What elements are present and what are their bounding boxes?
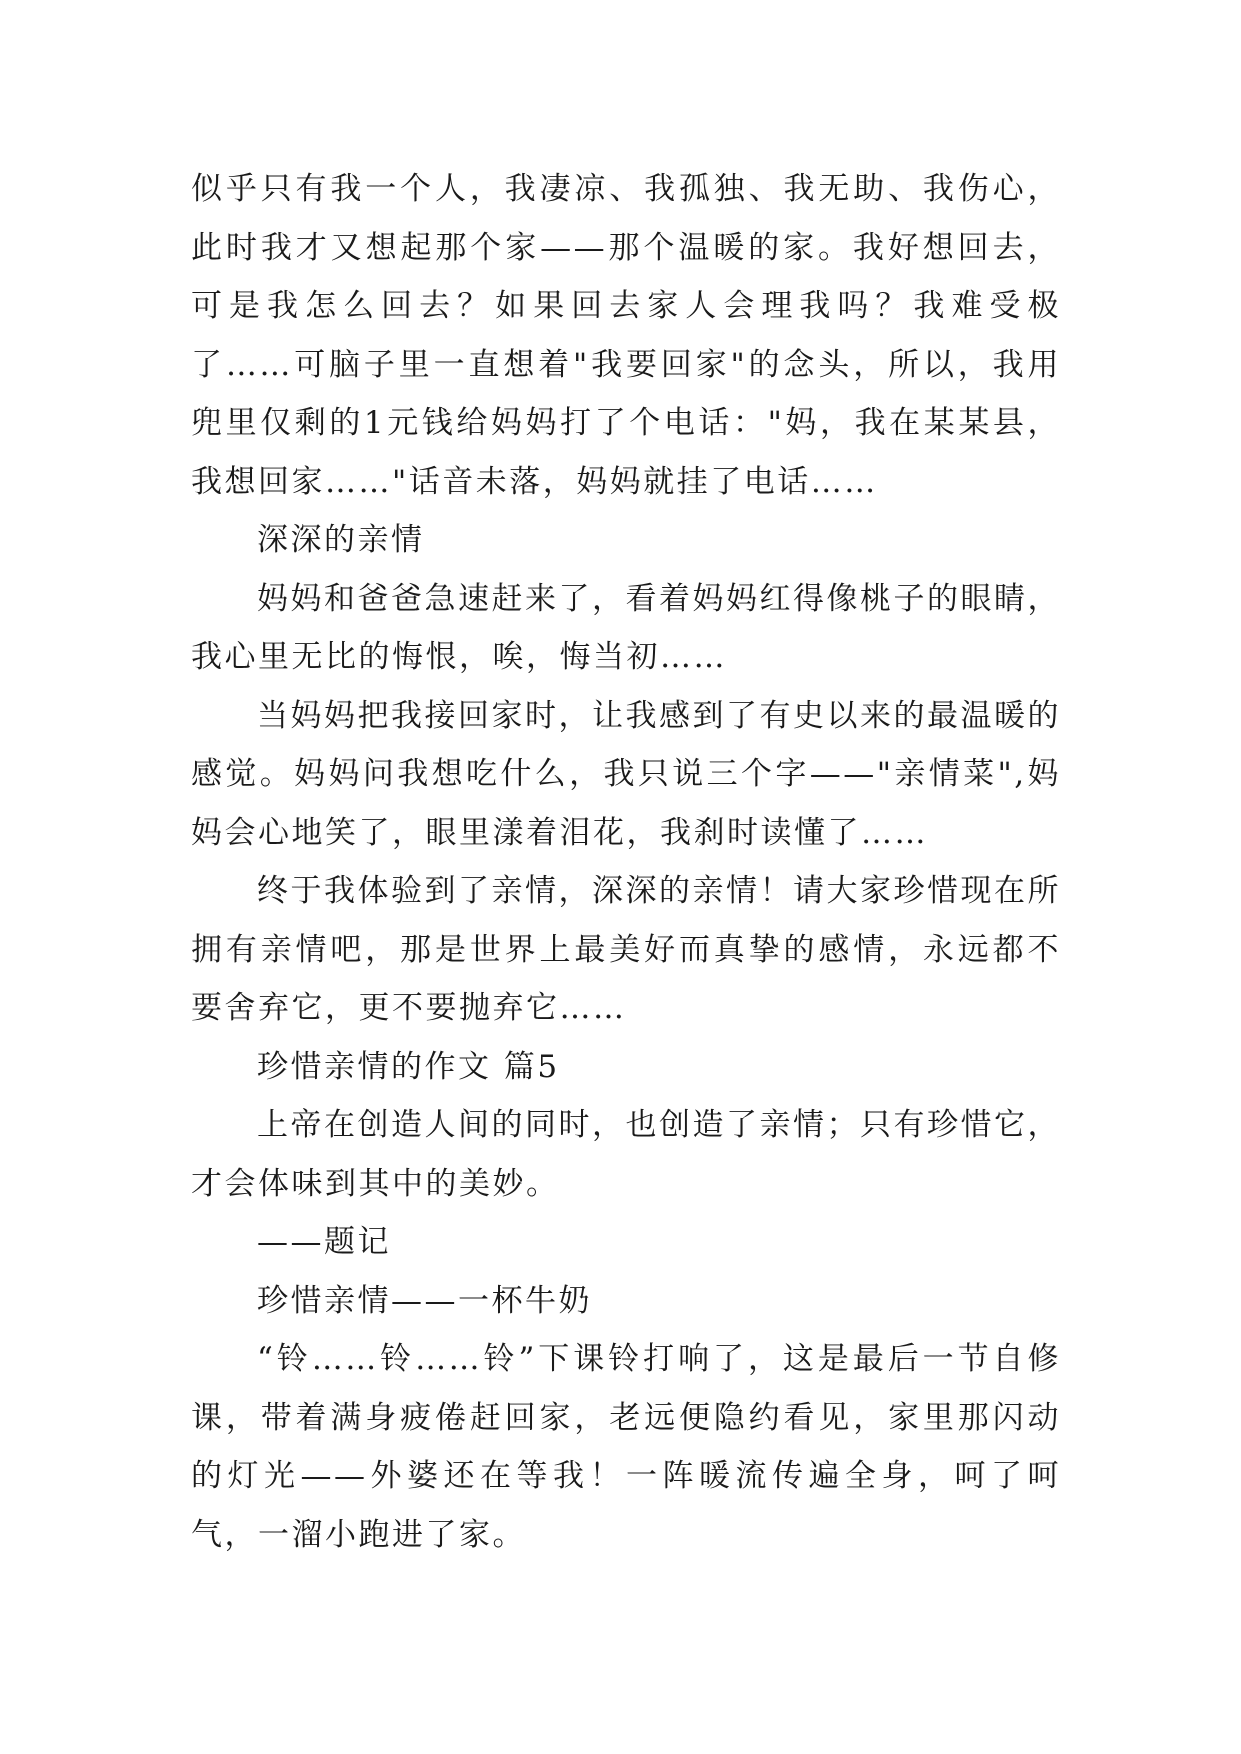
paragraph: “铃……铃……铃”下课铃打响了，这是最后一节自修课，带着满身疲倦赶回家，老远便隐约看见，家里那闪动的灯光——外婆还在等我！一阵暖流传遍全身，呵了呵气，一溜小跑进了家。: [191, 1341, 1061, 1553]
epigraph: 上帝在创造人间的同时，也创造了亲情；只有珍惜它，才会体味到其中的美妙。: [191, 1107, 1061, 1202]
epigraph-attribution: ——题记: [257, 1224, 391, 1260]
section-heading: 深深的亲情: [257, 522, 425, 558]
paragraph: 终于我体验到了亲情，深深的亲情！请大家珍惜现在所拥有亲情吧，那是世界上最美好而真挚的感情，永远都不要舍弃它，更不要抛弃它……: [191, 873, 1061, 1026]
document-body: [191, 160, 1061, 1564]
essay-title: 珍惜亲情的作文 篇5: [257, 1048, 560, 1085]
paragraph: 当妈妈把我接回家时，让我感到了有史以来的最温暖的感觉。妈妈问我想吃什么，我只说三个字——"亲情菜",妈妈会心地笑了，眼里漾着泪花，我刹时读懂了……: [191, 697, 1061, 851]
paragraph: 妈妈和爸爸急速赶来了，看着妈妈红得像桃子的眼睛，我心里无比的悔恨，唉，悔当初……: [191, 580, 1061, 675]
section-heading: 珍惜亲情——一杯牛奶: [257, 1282, 592, 1319]
paragraph: 似乎只有我一个人，我凄凉、我孤独、我无助、我伤心，此时我才又想起那个家——那个温暖的家。我好想回去，可是我怎么回去？如果回去家人会理我吗？我难受极了……可脑子里一直想着"我要回家"的念头，所以，我用兜里仅剩的1元钱给妈妈打了个电话："妈，我在某某县，我想回家……"话音未落，妈妈就挂了电话……: [191, 171, 1061, 500]
